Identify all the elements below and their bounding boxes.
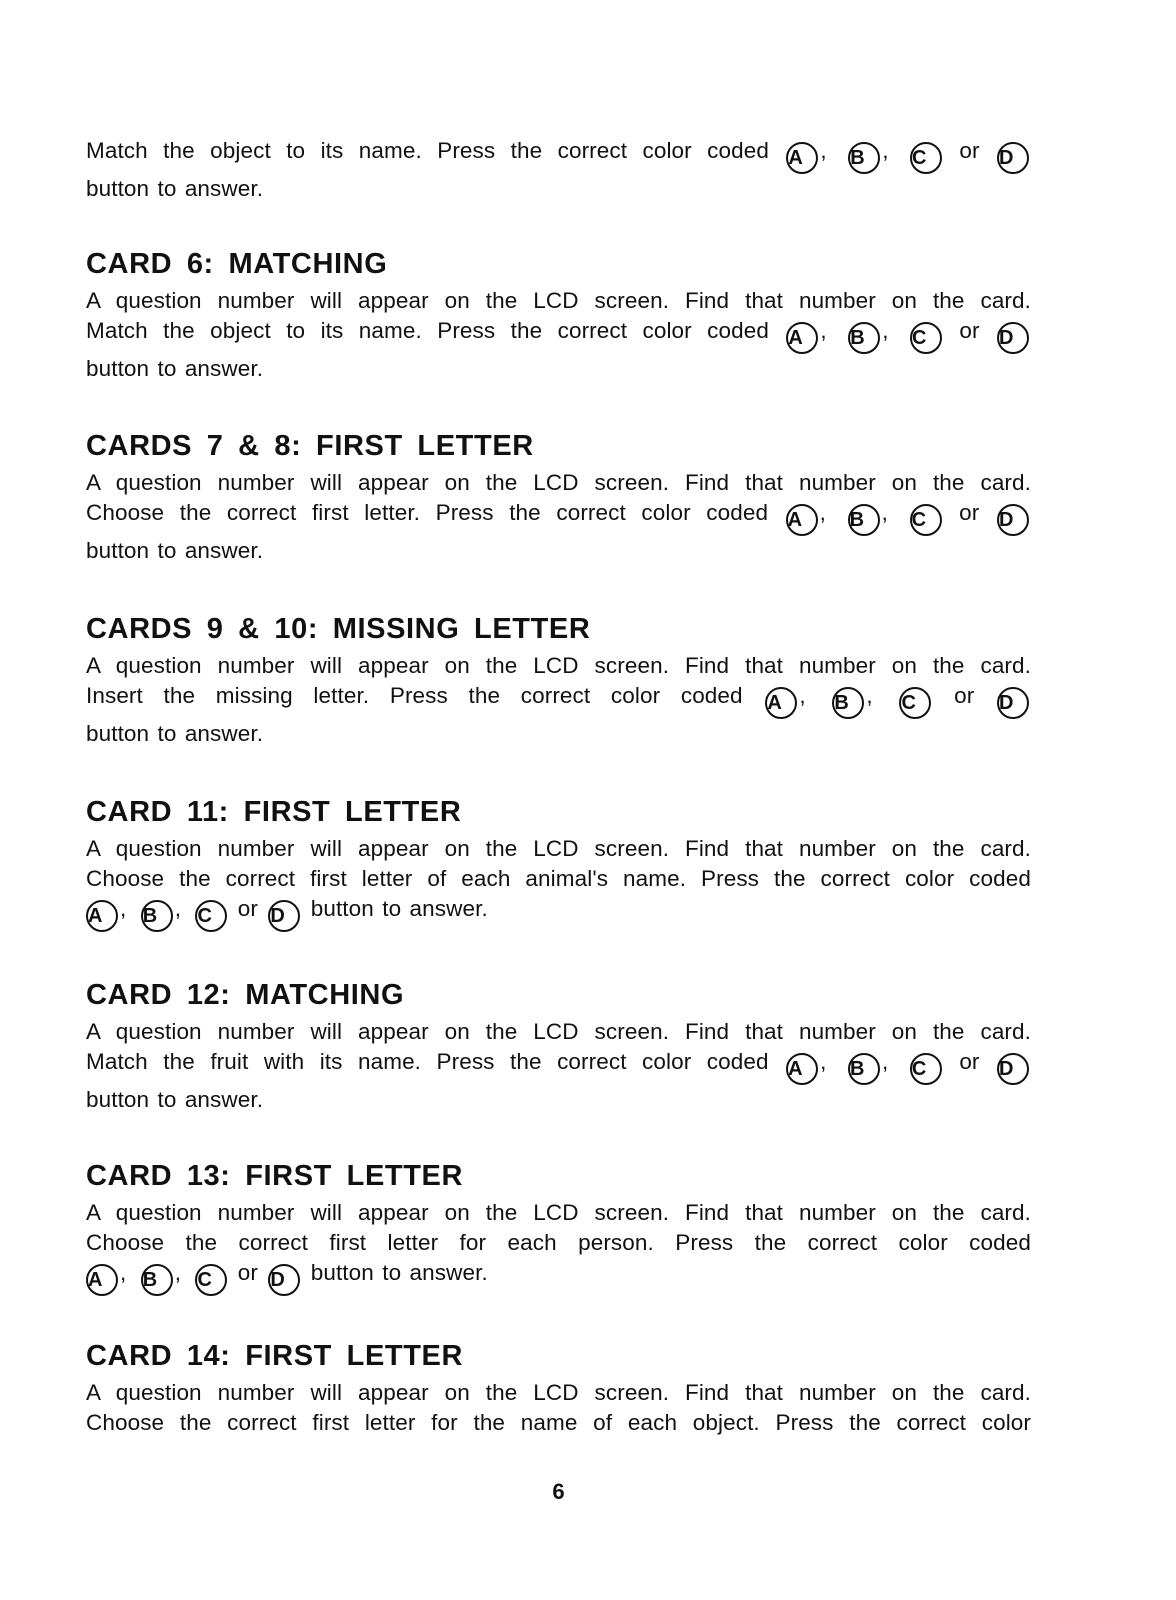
button-a-icon: A — [786, 1053, 818, 1085]
section-card-12 — [86, 977, 1031, 1115]
intro-paragraph — [86, 136, 1031, 204]
section-heading: CARD 13: FIRST LETTER — [86, 1160, 463, 1192]
button-b-icon: B — [141, 900, 173, 932]
button-a-icon: A — [86, 1264, 118, 1296]
button-b-icon: B — [848, 1053, 880, 1085]
section-card-13 — [86, 1158, 1031, 1296]
section-heading: CARDS 9 & 10: MISSING LETTER — [86, 613, 591, 645]
manual-page — [86, 0, 1031, 1600]
button-b-icon: B — [832, 687, 864, 719]
section-paragraph: A question number will appear on the LCD screen. Find that number on the card. Choose the correct first letter of each animal's name. Press the correct color coded A , B , C or D button to answer. — [86, 834, 1031, 932]
section-paragraph: A question number will appear on the LCD screen. Find that number on the card. Match the fruit with its name. Press the correct color coded A , B , C or D button to answer. — [86, 1019, 1031, 1112]
intro-line-1: Match the object to its name. Press the correct color coded A , B , C or D — [86, 136, 1031, 174]
button-b-icon: B — [141, 1264, 173, 1296]
intro-line-2: button to answer. — [86, 176, 264, 201]
section-heading: CARD 12: MATCHING — [86, 979, 405, 1011]
section-paragraph: A question number will appear on the LCD screen. Find that number on the card. Choose the correct first letter for each person. Press the correct color coded A , B , C or D button to answer. — [86, 1198, 1031, 1296]
section-heading: CARDS 7 & 8: FIRST LETTER — [86, 430, 534, 462]
section-cards-7-8 — [86, 428, 1031, 566]
button-a-icon: A — [765, 687, 797, 719]
section-paragraph: A question number will appear on the LCD screen. Find that number on the card. Match the object to its name. Press the correct color coded A , B , C or D button to answer. — [86, 288, 1031, 381]
button-a-icon: A — [786, 504, 818, 536]
section-cards-9-10 — [86, 611, 1031, 749]
button-d-icon: D — [268, 1264, 300, 1296]
button-c-icon: C — [195, 1264, 227, 1296]
button-a-icon: A — [86, 900, 118, 932]
button-d-icon: D — [997, 504, 1029, 536]
page-number: 6 — [552, 1479, 565, 1504]
button-d-icon: D — [997, 142, 1029, 174]
section-heading: CARD 6: MATCHING — [86, 248, 388, 280]
button-c-icon: C — [910, 322, 942, 354]
button-c-icon: C — [910, 504, 942, 536]
section-card-6 — [86, 246, 1031, 384]
section-paragraph: A question number will appear on the LCD screen. Find that number on the card. Choose the correct first letter. Press the correct color coded A , B , C or D button to answer. — [86, 470, 1031, 563]
button-d-icon: D — [997, 1053, 1029, 1085]
button-a-icon: A — [786, 322, 818, 354]
button-d-icon: D — [997, 322, 1029, 354]
section-card-14 — [86, 1338, 1031, 1438]
button-d-icon: D — [268, 900, 300, 932]
button-c-icon: C — [195, 900, 227, 932]
section-heading: CARD 11: FIRST LETTER — [86, 796, 462, 828]
button-b-icon: B — [848, 142, 880, 174]
section-paragraph: A question number will appear on the LCD screen. Find that number on the card. Insert the missing letter. Press the correct color coded A , B , C or D button to answer. — [86, 653, 1031, 746]
section-paragraph: A question number will appear on the LCD screen. Find that number on the card. Choose the correct first letter for the name of each object. Press the correct color — [86, 1380, 1031, 1435]
button-c-icon: C — [899, 687, 931, 719]
button-b-icon: B — [848, 504, 880, 536]
section-heading: CARD 14: FIRST LETTER — [86, 1340, 463, 1372]
section-card-11 — [86, 794, 1031, 932]
button-a-icon: A — [786, 142, 818, 174]
button-c-icon: C — [910, 1053, 942, 1085]
button-d-icon: D — [997, 687, 1029, 719]
button-c-icon: C — [910, 142, 942, 174]
button-b-icon: B — [848, 322, 880, 354]
